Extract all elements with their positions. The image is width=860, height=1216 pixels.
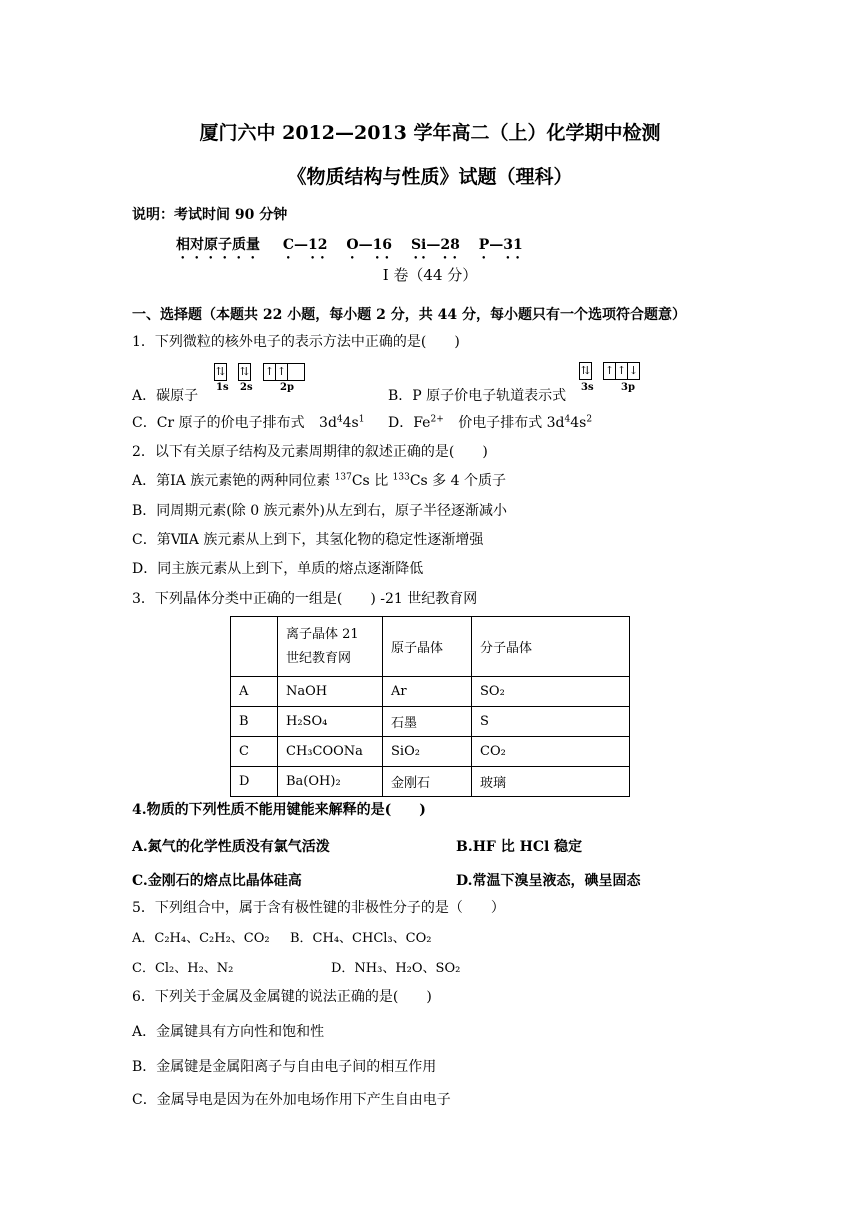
title-line-2: 《物质结构与性质》试题（理科） xyxy=(287,166,573,188)
table-cell: D xyxy=(231,767,278,797)
table-row xyxy=(231,677,630,707)
q4-option-c: C.金刚石的熔点比晶体硅高 xyxy=(132,873,302,889)
mass-number-sup: 133 xyxy=(392,472,410,483)
atomic-mass-line xyxy=(176,234,523,262)
orbital-cell xyxy=(288,364,304,380)
atomic-mass-label: 相对原子质量 xyxy=(176,237,260,253)
orbital-label-1s: 1s xyxy=(216,382,229,393)
mass-p: P—31 xyxy=(478,237,523,253)
q4-option-b: B.HF 比 HCl 稳定 xyxy=(456,839,583,855)
orbital-cell: ↑ xyxy=(276,365,287,378)
orbital-box-1s xyxy=(214,363,227,381)
q4-option-a: A.氮气的化学性质没有氯气活泼 xyxy=(132,839,330,855)
table-cell: CH₃COONa xyxy=(278,737,383,767)
formula-part: 价电子排布式 3d xyxy=(458,415,565,431)
q1-option-c xyxy=(132,412,364,432)
table-header-cell: 分子晶体 xyxy=(472,617,630,677)
table-cell: Ba(OH)₂ xyxy=(278,767,383,797)
table-row xyxy=(231,767,630,797)
orbital-label-3s: 3s xyxy=(581,382,594,393)
orbital-label-2s: 2s xyxy=(240,382,253,393)
table-cell: 金刚石 xyxy=(383,767,472,797)
q1-option-c-text: C．Cr 原子的价电子排布式 xyxy=(132,415,305,431)
exam-note: 说明：考试时间 90 分钟 xyxy=(132,207,288,223)
q1-option-d xyxy=(388,412,592,432)
table-row xyxy=(231,737,630,767)
q2-option-c: C．第ⅦA 族元素从上到下，其氢化物的稳定性逐渐增强 xyxy=(132,532,484,548)
table-cell: C xyxy=(231,737,278,767)
table-row xyxy=(231,707,630,737)
text-part: Cs 比 xyxy=(351,473,393,489)
orbital-cell: ↑ xyxy=(264,365,275,378)
orbital-cell: ↓ xyxy=(628,364,639,377)
table-cell: 玻璃 xyxy=(472,767,630,797)
q1-option-a: A．碳原子 xyxy=(132,388,199,404)
table-header-cell: 原子晶体 xyxy=(383,617,472,677)
mass-o: O—16 xyxy=(346,237,393,253)
mass-si: Si—28 xyxy=(410,237,460,253)
table-cell: SO₂ xyxy=(472,677,630,707)
charge-sup: 2+ xyxy=(430,414,444,425)
q5-stem: 5．下列组合中，属于含有极性键的非极性分子的是（ ） xyxy=(132,900,505,916)
q1-option-b: B．P 原子价电子轨道表示式 xyxy=(388,388,567,404)
section-heading: 一、选择题（本题共 22 小题，每小题 2 分，共 44 分，每小题只有一个选项符合题意） xyxy=(132,307,686,323)
orbital-box-3p xyxy=(603,362,640,380)
q1-option-d-text: D．Fe xyxy=(388,415,431,431)
orbital-box-3s xyxy=(579,362,592,380)
formula-part: 4s xyxy=(570,415,587,431)
text-part: A．第ⅠA 族元素铯的两种同位素 xyxy=(132,473,335,489)
orbital-cell: ⇅ xyxy=(239,365,250,378)
orbital-label-3p: 3p xyxy=(621,382,635,393)
q5-option-b: B．CH₄、CHCl₃、CO₂ xyxy=(290,931,432,946)
formula-sup: 4 xyxy=(336,414,343,425)
mass-c: C—12 xyxy=(282,237,328,253)
table-cell: H₂SO₄ xyxy=(278,707,383,737)
table-cell: A xyxy=(231,677,278,707)
section-title: Ⅰ 卷（44 分） xyxy=(382,266,478,284)
formula-sup: 2 xyxy=(586,414,593,425)
table-cell: NaOH xyxy=(278,677,383,707)
q6-option-c: C．金属导电是因为在外加电场作用下产生自由电子 xyxy=(132,1092,451,1108)
table-header-cell: 离子晶体 21 世纪教育网 xyxy=(278,617,383,677)
table-cell: B xyxy=(231,707,278,737)
q4-stem: 4.物质的下列性质不能用键能来解释的是( ) xyxy=(132,802,426,818)
table-cell: Ar xyxy=(383,677,472,707)
q5-option-a: A．C₂H₄、C₂H₂、CO₂ xyxy=(132,931,270,946)
orbital-box-2s xyxy=(238,363,251,381)
q2-option-d: D．同主族元素从上到下，单质的熔点逐渐降低 xyxy=(132,561,424,577)
crystal-table xyxy=(230,616,630,797)
q1-option-c-formula xyxy=(319,415,364,431)
q1-stem: 1．下列微粒的核外电子的表示方法中正确的是( ) xyxy=(132,334,460,350)
orbital-cell: ↑ xyxy=(604,364,615,377)
orbital-cell: ↑ xyxy=(616,364,627,377)
table-header-row xyxy=(231,617,630,677)
table-cell: 石墨 xyxy=(383,707,472,737)
formula-part: 3d xyxy=(319,415,337,431)
q2-option-a xyxy=(132,470,506,490)
text-part: Cs 多 4 个质子 xyxy=(409,473,506,489)
q5-option-d: D．NH₃、H₂O、SO₂ xyxy=(331,961,461,976)
table-cell: CO₂ xyxy=(472,737,630,767)
q6-option-a: A．金属键具有方向性和饱和性 xyxy=(132,1024,325,1040)
table-header-cell xyxy=(231,617,278,677)
q4-option-d: D.常温下溴呈液态，碘呈固态 xyxy=(456,873,641,889)
orbital-cell: ⇅ xyxy=(580,364,591,377)
q2-option-b: B．同周期元素(除 0 族元素外)从左到右，原子半径逐渐减小 xyxy=(132,503,508,519)
q3-stem: 3．下列晶体分类中正确的一组是( ) -21 世纪教育网 xyxy=(132,591,478,607)
orbital-cell: ⇅ xyxy=(215,365,226,378)
q5-option-c: C．Cl₂、H₂、N₂ xyxy=(132,961,234,976)
mass-number-sup: 137 xyxy=(334,472,352,483)
table-cell: SiO₂ xyxy=(383,737,472,767)
orbital-label-2p: 2p xyxy=(280,382,294,393)
q6-option-b: B．金属键是金属阳离子与自由电子间的相互作用 xyxy=(132,1059,437,1075)
orbital-box-2p xyxy=(263,363,305,381)
title-line-1: 厦门六中 2012—2013 学年高二（上）化学期中检测 xyxy=(199,122,661,144)
q6-stem: 6．下列关于金属及金属键的说法正确的是( ) xyxy=(132,989,432,1005)
formula-sup: 1 xyxy=(358,414,365,425)
q2-stem: 2．以下有关原子结构及元素周期律的叙述正确的是( ) xyxy=(132,444,488,460)
formula-sup: 4 xyxy=(564,414,571,425)
formula-part: 4s xyxy=(342,415,359,431)
table-cell: S xyxy=(472,707,630,737)
